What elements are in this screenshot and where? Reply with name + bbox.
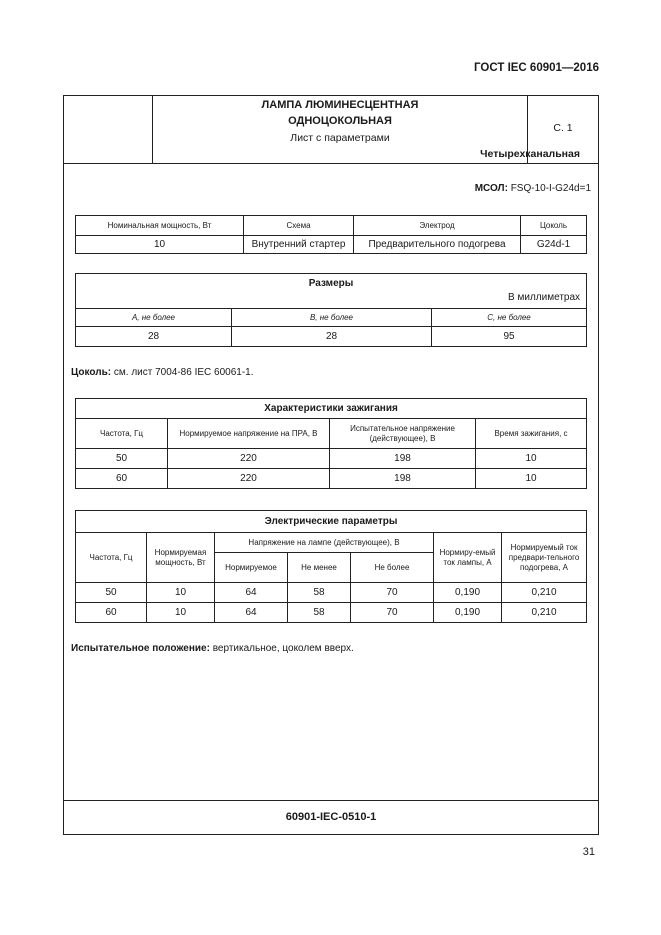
- title-line-1: ЛАМПА ЛЮМИНЕСЦЕНТНАЯ: [261, 99, 419, 111]
- cell-dim-b: 28: [232, 327, 432, 347]
- el-cell: 58: [288, 583, 351, 603]
- ign-cell: 50: [76, 449, 168, 469]
- title-line-2: ОДНОЦОКОЛЬНАЯ: [288, 115, 392, 127]
- el-cell: 70: [351, 603, 434, 623]
- ignition-table: [75, 398, 587, 489]
- header-el-max: Не более: [351, 553, 434, 583]
- ign-cell: 198: [330, 449, 476, 469]
- dimensions-table: [75, 273, 587, 347]
- header-nominal-power: Номинальная мощность, Вт: [76, 216, 244, 236]
- cell-electrode: Предварительного подогрева: [354, 236, 521, 254]
- header-ign-time: Время зажигания, с: [476, 419, 587, 449]
- standard-designation: ГОСТ IEC 60901—2016: [474, 62, 599, 74]
- cell-dim-c: 95: [432, 327, 587, 347]
- header-el-preheat-current: Нормируемый ток предвари-тельного подогрева, А: [502, 533, 587, 583]
- header-ign-test-voltage: Испытательное напряжение (действующее), В: [330, 419, 476, 449]
- header-el-voltage-group: Напряжение на лампе (действующее), В: [215, 533, 434, 553]
- test-position-note: [71, 643, 354, 654]
- electrical-title: Электрические параметры: [76, 511, 587, 533]
- el-cell: 10: [147, 603, 215, 623]
- ign-cell: 220: [168, 449, 330, 469]
- dimensions-title: Размеры: [308, 278, 354, 289]
- el-cell: 58: [288, 603, 351, 623]
- header-el-min: Не менее: [288, 553, 351, 583]
- header-el-power: Нормируемая мощность, Вт: [147, 533, 215, 583]
- subtitle: Лист с параметрами: [290, 132, 390, 144]
- base-note-label: Цоколь:: [71, 367, 112, 378]
- ign-cell: 60: [76, 469, 168, 489]
- ign-cell: 10: [476, 449, 587, 469]
- ignition-title: Характеристики зажигания: [76, 399, 587, 419]
- el-cell: 70: [351, 583, 434, 603]
- test-note-text: вертикальное, цоколем вверх.: [212, 643, 354, 654]
- test-note-label: Испытательное положение:: [71, 643, 210, 654]
- dimensions-unit: В миллиметрах: [508, 292, 581, 303]
- mcol-label: МСОЛ:: [474, 183, 508, 194]
- el-cell: 0,190: [434, 583, 502, 603]
- cell-base: G24d-1: [521, 236, 587, 254]
- header-circuit: Схема: [244, 216, 354, 236]
- base-note: [71, 367, 254, 378]
- header-electrode: Электрод: [354, 216, 521, 236]
- header-el-frequency: Частота, Гц: [76, 533, 147, 583]
- lamp-general-table: [75, 215, 587, 254]
- sheet-code: 60901-IEC-0510-1: [285, 811, 377, 823]
- dimensions-title-cell: [76, 274, 587, 309]
- header-dim-b: B, не более: [232, 309, 432, 327]
- sheet-number: С. 1: [553, 122, 573, 134]
- ign-cell: 10: [476, 469, 587, 489]
- header-ign-ballast-voltage: Нормируемое напряжение на ПРА, В: [168, 419, 330, 449]
- el-cell: 64: [215, 603, 288, 623]
- cell-circuit: Внутренний стартер: [244, 236, 354, 254]
- variant-label: Четырехканальная: [480, 148, 580, 160]
- header-dim-a: A, не более: [76, 309, 232, 327]
- el-cell: 64: [215, 583, 288, 603]
- header-el-nominal: Нормируемое: [215, 553, 288, 583]
- el-cell: 60: [76, 603, 147, 623]
- electrical-table: [75, 510, 587, 623]
- base-note-text: см. лист 7004-86 IEC 60061-1.: [113, 367, 254, 378]
- ign-cell: 220: [168, 469, 330, 489]
- cell-nominal-power: 10: [76, 236, 244, 254]
- el-cell: 50: [76, 583, 147, 603]
- page-number: 31: [582, 846, 595, 858]
- el-cell: 0,210: [502, 583, 587, 603]
- el-cell: 0,190: [434, 603, 502, 623]
- el-cell: 10: [147, 583, 215, 603]
- header-el-lamp-current: Нормиру-емый ток лампы, А: [434, 533, 502, 583]
- header-ign-frequency: Частота, Гц: [76, 419, 168, 449]
- footer-divider: [63, 800, 599, 801]
- mcol-value: FSQ-10-I-G24d=1: [510, 183, 591, 194]
- mcol-designation: [475, 183, 591, 194]
- header-base: Цоколь: [521, 216, 587, 236]
- header-dim-c: C, не более: [432, 309, 587, 327]
- header-left-cell: [63, 95, 153, 164]
- cell-dim-a: 28: [76, 327, 232, 347]
- el-cell: 0,210: [502, 603, 587, 623]
- ign-cell: 198: [330, 469, 476, 489]
